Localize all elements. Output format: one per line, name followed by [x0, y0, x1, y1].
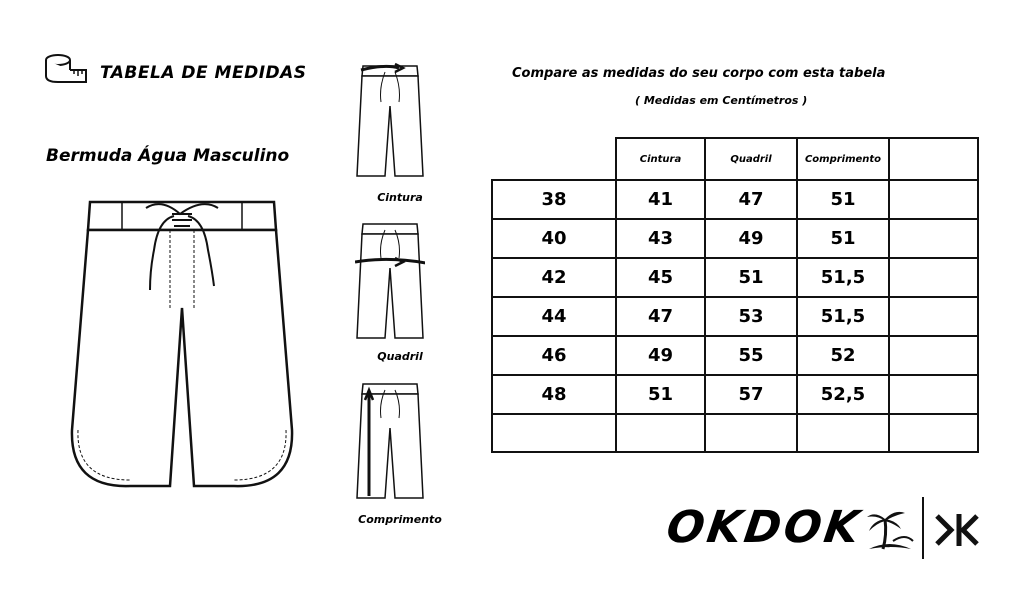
table-row	[492, 180, 978, 219]
table-header-cell	[889, 138, 978, 180]
measuring-tape-icon	[44, 52, 88, 88]
table-header-cell: Cintura	[616, 138, 705, 180]
brand-logo-text: OKDOK	[663, 502, 866, 553]
table-cell	[889, 414, 978, 452]
table-row	[492, 336, 978, 375]
table-cell: 51	[616, 375, 705, 414]
table-cell	[889, 180, 978, 219]
measure-guide-label: Cintura	[377, 191, 423, 204]
table-header-cell: Quadril	[705, 138, 797, 180]
table-cell	[889, 297, 978, 336]
table-cell: 51,5	[797, 297, 889, 336]
table-cell: 49	[705, 219, 797, 258]
table-cell	[889, 219, 978, 258]
table-header-row	[492, 138, 978, 180]
table-row	[492, 375, 978, 414]
palm-tree-logo-icon	[865, 505, 915, 555]
table-cell	[705, 414, 797, 452]
table-cell: 45	[616, 258, 705, 297]
table-cell: 51	[705, 258, 797, 297]
shorts-length-arrow-icon	[355, 378, 425, 503]
table-row	[492, 297, 978, 336]
table-cell	[889, 258, 978, 297]
size-cell: 46	[492, 336, 616, 375]
table-cell	[889, 336, 978, 375]
measure-guide-label: Quadril	[377, 350, 423, 363]
shorts-illustration	[62, 190, 302, 500]
table-header-cell: Comprimento	[797, 138, 889, 180]
page-title: TABELA DE MEDIDAS	[100, 63, 307, 83]
table-cell: 41	[616, 180, 705, 219]
table-cell: 47	[616, 297, 705, 336]
shorts-hip-arrow-icon	[355, 218, 425, 343]
size-cell: 40	[492, 219, 616, 258]
okdok-k-mark-icon	[933, 512, 979, 548]
table-units-note: ( Medidas em Centímetros )	[635, 94, 808, 107]
table-cell: 47	[705, 180, 797, 219]
size-cell: 44	[492, 297, 616, 336]
table-cell: 43	[616, 219, 705, 258]
table-cell: 53	[705, 297, 797, 336]
table-cell: 49	[616, 336, 705, 375]
size-cell: 38	[492, 180, 616, 219]
measure-guide-label: Comprimento	[358, 513, 442, 526]
table-cell: 52	[797, 336, 889, 375]
product-name: Bermuda Água Masculino	[46, 146, 290, 166]
size-table	[491, 137, 979, 453]
size-cell: 42	[492, 258, 616, 297]
table-cell: 57	[705, 375, 797, 414]
size-cell: 48	[492, 375, 616, 414]
table-cell	[492, 414, 616, 452]
table-row	[492, 219, 978, 258]
brand-divider	[922, 497, 924, 559]
table-heading: Compare as medidas do seu corpo com esta tabela	[512, 66, 886, 81]
table-cell: 51,5	[797, 258, 889, 297]
table-cell	[889, 375, 978, 414]
table-cell: 55	[705, 336, 797, 375]
table-header-cell	[492, 138, 616, 180]
table-row-empty	[492, 414, 978, 452]
table-cell	[797, 414, 889, 452]
table-row	[492, 258, 978, 297]
table-cell: 52,5	[797, 375, 889, 414]
table-cell: 51	[797, 219, 889, 258]
shorts-waist-arrow-icon	[355, 58, 425, 183]
table-cell	[616, 414, 705, 452]
table-cell: 51	[797, 180, 889, 219]
